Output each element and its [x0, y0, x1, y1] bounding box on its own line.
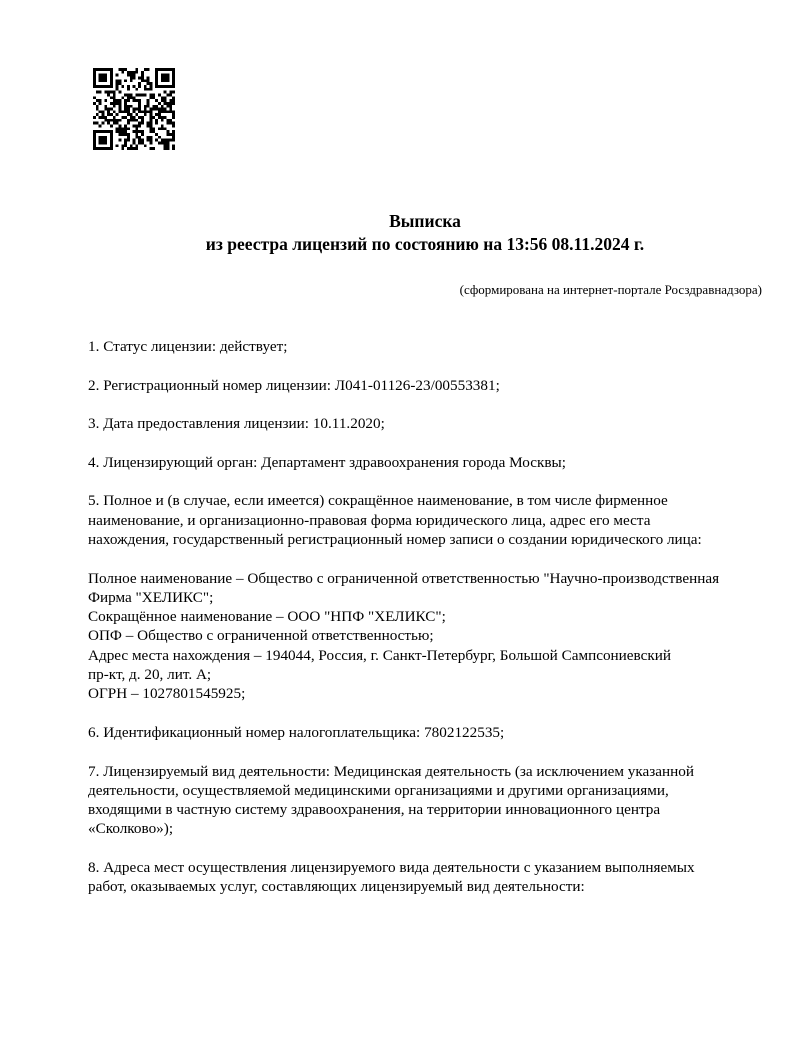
paragraph — [88, 858, 762, 897]
paragraph-line: 5. Полное и (в случае, если имеется) сокращённое наименование, в том числе фирменное — [88, 492, 668, 510]
paragraph — [88, 762, 762, 839]
paragraph-line: 2. Регистрационный номер лицензии: Л041-01126-23/00553381; — [88, 376, 500, 394]
paragraph-line: Полное наименование – Общество с ограниченной ответственностью "Научно-производственная — [88, 569, 720, 587]
paragraph-line: входящими в частную систему здравоохранения, на территории инновационного центра — [88, 801, 661, 819]
paragraph — [88, 414, 762, 433]
paragraph — [88, 376, 762, 395]
paragraph-line: Фирма "ХЕЛИКС"; — [88, 588, 214, 606]
paragraph — [88, 491, 762, 549]
paragraph-line: Сокращённое наименование – ООО "НПФ "ХЕЛИКС"; — [88, 608, 446, 626]
paragraph-line: «Сколково»); — [88, 820, 174, 838]
paragraph-line: 7. Лицензируемый вид деятельности: Медицинская деятельность (за исключением указанной — [88, 762, 694, 780]
paragraph-line: пр-кт, д. 20, лит. А; — [88, 666, 212, 684]
paragraph-line: наименование, и организационно-правовая форма юридического лица, адрес его места — [88, 511, 651, 529]
document-content — [88, 0, 762, 916]
paragraph-line: 6. Идентификационный номер налогоплательщика: 7802122535; — [88, 723, 505, 741]
paragraph-line: 1. Статус лицензии: действует; — [88, 338, 288, 355]
title-line-1: Выписка — [389, 211, 461, 231]
document-title — [88, 210, 762, 256]
paragraph-line: нахождения, государственный регистрационный номер записи о создании юридического лица: — [88, 530, 702, 548]
paragraph-line: 4. Лицензирующий орган: Департамент здравоохранения города Москвы; — [88, 453, 566, 471]
paragraph-line: 3. Дата предоставления лицензии: 10.11.2020; — [88, 415, 385, 433]
paragraph — [88, 453, 762, 472]
paragraph-line: Адрес места нахождения – 194044, Россия, г. Санкт-Петербург, Большой Сампсониевский — [88, 646, 671, 664]
paragraph-line: ОПФ – Общество с ограниченной ответственностью; — [88, 627, 434, 645]
paragraph-line: 8. Адреса мест осуществления лицензируемого вида деятельности с указанием выполняемых — [88, 859, 695, 877]
paragraph-line: работ, оказываемых услуг, составляющих лицензируемый вид деятельности: — [88, 878, 585, 896]
paragraph — [88, 337, 762, 356]
paragraph — [88, 723, 762, 742]
paragraph-line: деятельности, осуществляемой медицинскими организациями и другими организациями, — [88, 781, 669, 799]
paragraph — [88, 569, 762, 704]
title-line-2: из реестра лицензий по состоянию на 13:56 08.11.2024 г. — [205, 234, 645, 254]
document-body — [88, 337, 762, 897]
document-subtitle: (сформирована на интернет-портале Росздравнадзора) — [459, 282, 762, 297]
paragraph-line: ОГРН – 1027801545925; — [88, 685, 246, 703]
